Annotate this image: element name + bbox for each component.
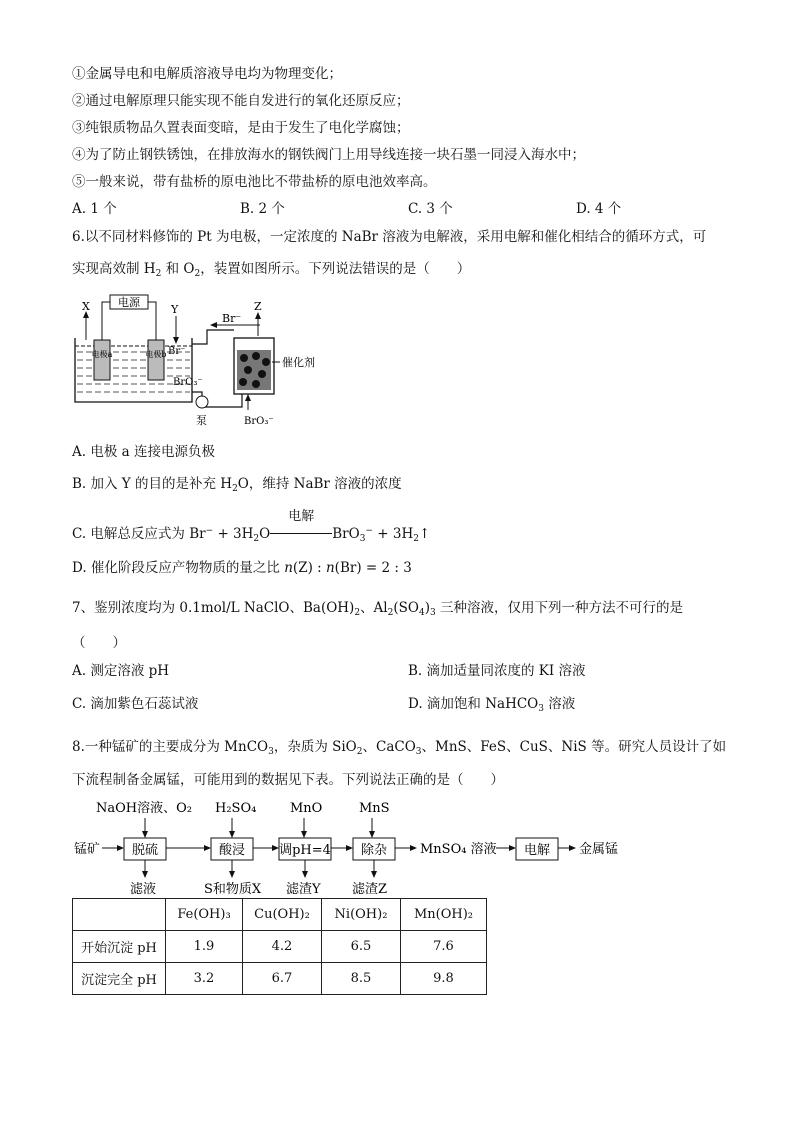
y-label: Y [171, 303, 179, 316]
svg-text:脱硫: 脱硫 [131, 843, 159, 858]
electrode-b [148, 340, 164, 380]
flow-out-3: 滤渣Y [286, 882, 321, 897]
process-flow [72, 796, 632, 900]
electrolysis-figure [72, 292, 315, 432]
svg-text:酸浸: 酸浸 [218, 843, 246, 858]
q6-stem-line1: 6.以不同材料修饰的 Pt 为电极，一定浓度的 NaBr 溶液为电解液，采用电解和催化相结合的循环方式，可 [72, 229, 707, 245]
svg-text:电解: 电解 [523, 843, 551, 858]
table-row: 开始沉淀 pH 1.9 4.2 6.5 7.6 [73, 931, 487, 963]
statement-3: ③纯银质物品久置表面变暗，是由于发生了电化学腐蚀； [72, 120, 410, 136]
q8-stem-line1: 8.一种锰矿的主要成分为 MnCO$_3$，杂质为 SiO$_2$、CaCO$_3$、MnS、FeS、CuS、NiS 等。研究人员设计了如 [72, 739, 727, 757]
flow-input-2: H₂SO₄ [215, 801, 257, 816]
svg-text:除杂: 除杂 [360, 843, 388, 858]
electrode-b-label: 电极b [145, 350, 167, 359]
q7-option-c[interactable]: C. 滴加紫色石蕊试液 [72, 696, 199, 712]
flow-end: 金属锰 [579, 842, 619, 857]
q7-option-a[interactable]: A. 测定溶液 pH [72, 663, 170, 679]
statement-1: ①金属导电和电解质溶液导电均为物理变化； [72, 66, 342, 82]
q5-option-b[interactable]: B. 2 个 [240, 201, 285, 217]
flow-input-1: NaOH溶液、O₂ [96, 801, 192, 816]
q7-stem: 7、鉴别浓度均为 0.1mol/L NaClO、$Ba(OH)_2$、$Al_2(SO_4)_3$ 三种溶液，仅用下列一种方法不可行的是 [72, 600, 684, 618]
q5-option-a[interactable]: A. 1 个 [72, 201, 117, 217]
table-header-row: Fe(OH)₃ Cu(OH)₂ Ni(OH)₂ Mn(OH)₂ [73, 899, 487, 931]
x-label: X [82, 300, 90, 313]
q6-option-b[interactable]: B. 加入 Y 的目的是补充 $H_2O$，维持 NaBr 溶液的浓度 [72, 476, 402, 494]
pump-label: 泵 [196, 414, 207, 427]
flow-input-4: MnS [359, 801, 390, 816]
q6-option-a[interactable]: A. 电极 a 连接电源负极 [72, 444, 215, 460]
ph-data-table [72, 898, 487, 995]
statement-5: ⑤一般来说，带有盐桥的原电池比不带盐桥的原电池效率高。 [72, 174, 437, 190]
q8-stem-line2: 下流程制备金属锰，可能用到的数据见下表。下列说法正确的是（ ） [72, 772, 504, 788]
q6-option-d[interactable]: D. 催化阶段反应产物物质的量之比 n(Z) : n(Br) = 2 : 3 [72, 560, 412, 576]
q5-option-c[interactable]: C. 3 个 [408, 201, 453, 217]
statement-2: ②通过电解原理只能实现不能自发进行的氧化还原反应； [72, 93, 410, 109]
q7-option-b[interactable]: B. 滴加适量同浓度的 KI 溶液 [408, 663, 586, 679]
br-top-label: Br⁻ [222, 312, 242, 325]
q5-option-d[interactable]: D. 4 个 [576, 201, 622, 217]
flow-out-2: S和物质X [204, 882, 262, 897]
flow-input-3: MnO [290, 801, 323, 816]
bro3-mid-label: BrO₃⁻ [173, 377, 203, 388]
svg-text:调pH=4: 调pH=4 [279, 843, 331, 858]
flow-start: 锰矿 [74, 842, 101, 857]
flow-mid: MnSO₄ 溶液 [420, 842, 497, 857]
electrode-a-label: 电极a [91, 350, 113, 359]
statement-4: ④为了防止钢铁锈蚀，在排放海水的钢铁阀门上用导线连接一块石墨一同浸入海水中； [72, 147, 585, 163]
br-left-label: Br⁻ [168, 346, 186, 357]
bro3-bottom-label: BrO₃⁻ [244, 416, 274, 427]
flow-out-4: 滤渣Z [352, 882, 388, 897]
flow-out-1: 滤液 [130, 882, 157, 897]
q7-answer-paren: （ ） [72, 635, 126, 651]
electrolysis-condition: 电解 [270, 524, 332, 544]
q6-stem-line2: 实现高效制 $H_2$ 和 $O_2$，装置如图所示。下列说法错误的是（ ） [72, 261, 471, 279]
q6-option-c[interactable]: C. 电解总反应式为 $Br^- + 3H_2O$ 电解 $BrO_3^- + 3H_2↑$ [72, 509, 431, 544]
table-row: 沉淀完全 pH 3.2 6.7 8.5 9.8 [73, 963, 487, 995]
q7-option-d[interactable]: D. 滴加饱和 NaHCO$_3$ 溶液 [408, 696, 576, 714]
z-label: Z [254, 300, 262, 313]
pump [196, 396, 208, 408]
electrode-a [94, 340, 110, 380]
catalyst-label: 催化剂 [282, 356, 315, 369]
power-label: 电源 [118, 296, 140, 309]
